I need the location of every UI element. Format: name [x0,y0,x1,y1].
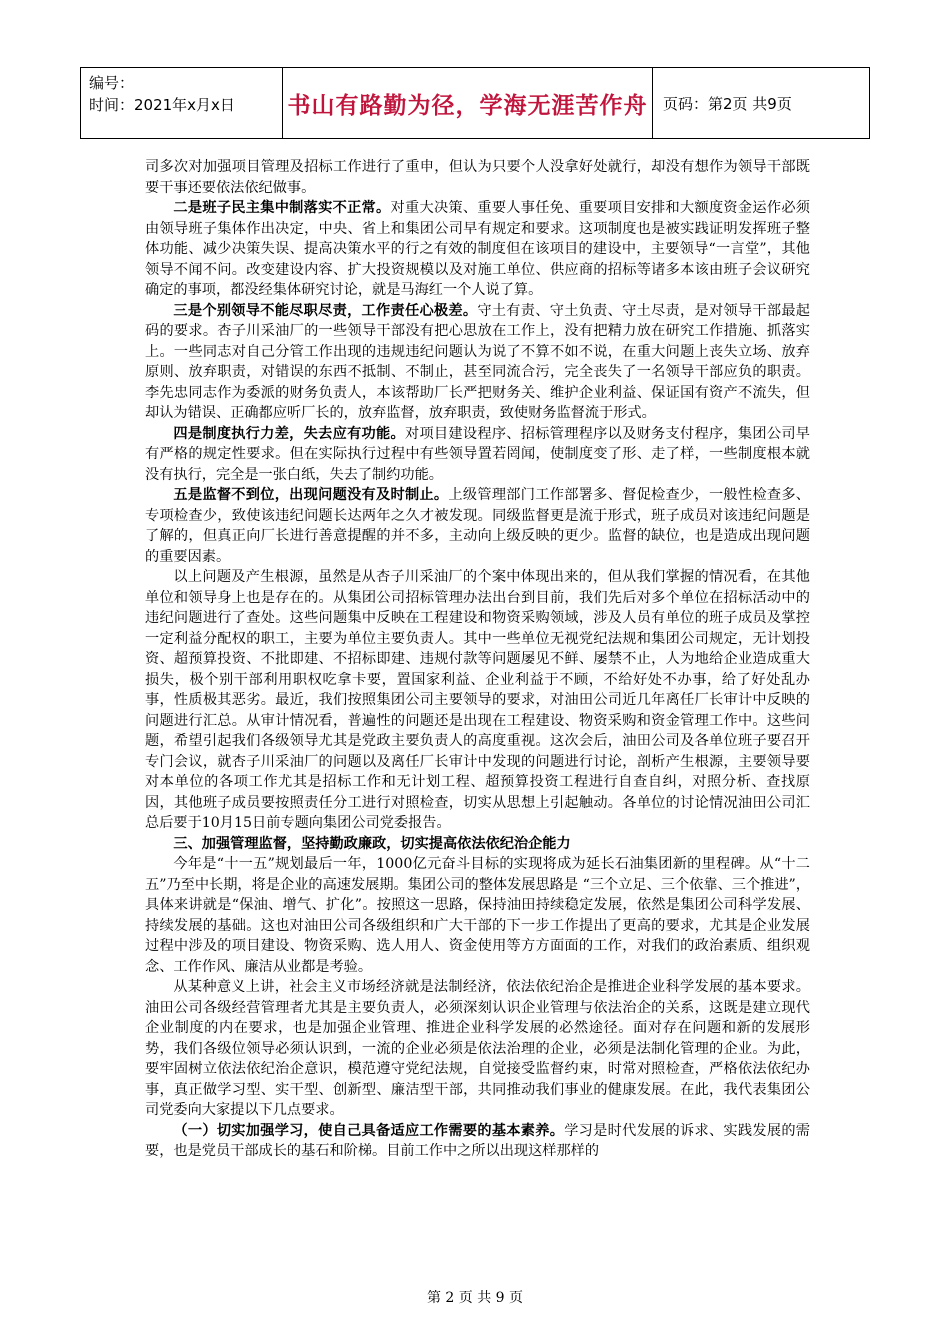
paragraph-outlook: 今年是“十一五”规划最后一年，1000亿元奋斗目标的实现将成为延长石油集团新的里程碑。从“十二五”乃至中长期，将是企业的高速发展期。集团公司的整体发展思路是 “三个立足、三个依靠、三个推进”，具体来讲就是“保油、增气、扩化”。按照这一思路，保持油田持续稳定发展，依然是集团公司科学发展、持续发展的基础。这也对油田公司各级组织和广大干部的下一步工作提出了更高的要求，尤其是企业发展过程中涉及的项目建设、物资采购、选人用人、资金使用等方方面面的工作，对我们的政治素质、组织观念、工作作风、廉洁从业都是考验。 [145,856,810,975]
paragraph-point-3: 三是个别领导不能尽职尽责，工作责任心极差。守土有责、守土负责、守土尽责，是对领导干部最起码的要求。杏子川采油厂的一些领导干部没有把心思放在工作上，没有把精力放在研究工作措施、抓落实上。一些同志对自己分管工作出现的违规违纪问题认为说了不算不如不说，在重大问题上丧失立场、放弃原则、放弃职责，对错误的东西不抵制、不制止，甚至同流合污，完全丧失了一名领导干部应负的职责。李先忠同志作为委派的财务负责人，本该帮助厂长严把财务关、维护企业利益、保证国有资产不流失，但却认为错误、正确都应听厂长的，放弃监督，放弃职责，致使财务监督流于形式。 [145,302,810,421]
header-page-number: 页码：第2页 共9页 [663,94,792,113]
page-footer: 第 2 页 共 9 页 [426,1290,524,1306]
document-body [145,157,810,1162]
paragraph-point-4: 四是制度执行力差，失去应有功能。对项目建设程序、招标管理程序以及财务支付程序，集团公司早有严格的规定性要求。但在实际执行过程中有些领导置若罔闻，使制度变了形、走了样，一些制度根本就没有执行，完全是一张白纸，失去了制约功能。 [145,425,810,483]
section-heading-3: 三、加强管理监督，坚持勤政廉政，切实提高依法依纪治企能力 [173,835,571,852]
page-header [80,67,870,139]
paragraph-requirement-1: （一）切实加强学习，使自己具备适应工作需要的基本素养。学习是时代发展的诉求、实践发展的需要，也是党员干部成长的基石和阶梯。目前工作中之所以出现这样那样的 [145,1122,810,1159]
paragraph-rule-of-law: 从某种意义上讲，社会主义市场经济就是法制经济，依法依纪治企是推进企业科学发展的基本要求。油田公司各级经营管理者尤其是主要负责人，必须深刻认识企业管理与依法治企的关系，这既是建立现代企业制度的内在要求，也是加强企业管理、推进企业科学发展的必然途径。面对存在问题和新的发展形势，我们各级位领导必须认识到，一流的企业必须是依法治理的企业，必须是法制化管理的企业。为此，要牢固树立依法依纪治企意识，模范遵守党纪法规，自觉接受监督约束，时常对照检查，严格依法依纪办事，真正做学习型、实干型、创新型、廉洁型干部，共同推动我们事业的健康发展。在此，我代表集团公司党委向大家提以下几点要求。 [145,979,810,1118]
paragraph-continuation: 司多次对加强项目管理及招标工作进行了重申，但认为只要个人没拿好处就行，却没有想作为领导干部既要干事还要依法依纪做事。 [145,159,810,196]
paragraph-point-5: 五是监督不到位，出现问题没有及时制止。上级管理部门工作部署多、督促检查少，一般性检查多、专项检查少，致使该违纪问题长达两年之久才被发现。同级监督更是流于形式，班子成员对该违纪问题是了解的，但真正向厂长进行善意提醒的并不多，主动向上级反映的更少。监督的缺位，也是造成出现问题的重要因素。 [145,487,810,565]
document-time-label: 时间：2021年x月x日 [89,96,235,114]
paragraph-point-2: 二是班子民主集中制落实不正常。对重大决策、重要人事任免、重要项目安排和大额度资金运作必须由领导班子集体作出决定，中央、省上和集团公司早有规定和要求。这项制度也是被实践证明发挥班子整体功能、减少决策失误、提高决策水平的行之有效的制度但在该项目的建设中，主要领导“一言堂”，其他领导不闻不问。改变建设内容、扩大投资规模以及对施工单位、供应商的招标等诸多本该由班子会议研究确定的事项，都没经集体研究讨论，就是马海红一个人说了算。 [145,200,810,298]
header-meta [81,68,283,138]
header-motto: 书山有路勤为径，学海无涯苦作舟 [283,68,653,138]
paragraph-summary: 以上问题及产生根源，虽然是从杏子川采油厂的个案中体现出来的，但从我们掌握的情况看，在其他单位和领导身上也是存在的。从集团公司招标管理办法出台到目前，我们先后对多个单位在招标活动中的违纪问题进行了查处。这些问题集中反映在工程建设和物资采购领域，涉及人员有单位的班子成员及掌控一定利益分配权的职工，主要为单位主要负责人。其中一些单位无视党纪法规和集团公司规定，无计划投资、超预算投资、不批即建、不招标即建、违规付款等问题屡见不鲜、屡禁不止，人为地给企业造成重大损失，极个别干部利用职权吃拿卡要，置国家利益、企业利益于不顾，不给好处不办事，给了好处乱办事，性质极其恶劣。最近，我们按照集团公司主要领导的要求，对油田公司近几年离任厂长审计中反映的问题进行汇总。从审计情况看，普遍性的问题还是出现在工程建设、物资采购和资金管理工作中。这些问题，希望引起我们各级领导尤其是党政主要负责人的高度重视。这次会后，油田公司及各单位班子要召开专门会议，就杏子川采油厂的问题以及离任厂长审计中发现的问题进行讨论，剖析产生根源，主要领导要对本单位的各项工作尤其是招标工作和无计划工程、超预算投资工程进行自查自纠，对照分析、查找原因，其他班子成员要按照责任分工进行对照检查，切实从思想上引起触动。各单位的讨论情况油田公司汇总后要于10月15日前专题向集团公司党委报告。 [145,569,810,831]
document-number-label: 编号： [89,74,135,92]
